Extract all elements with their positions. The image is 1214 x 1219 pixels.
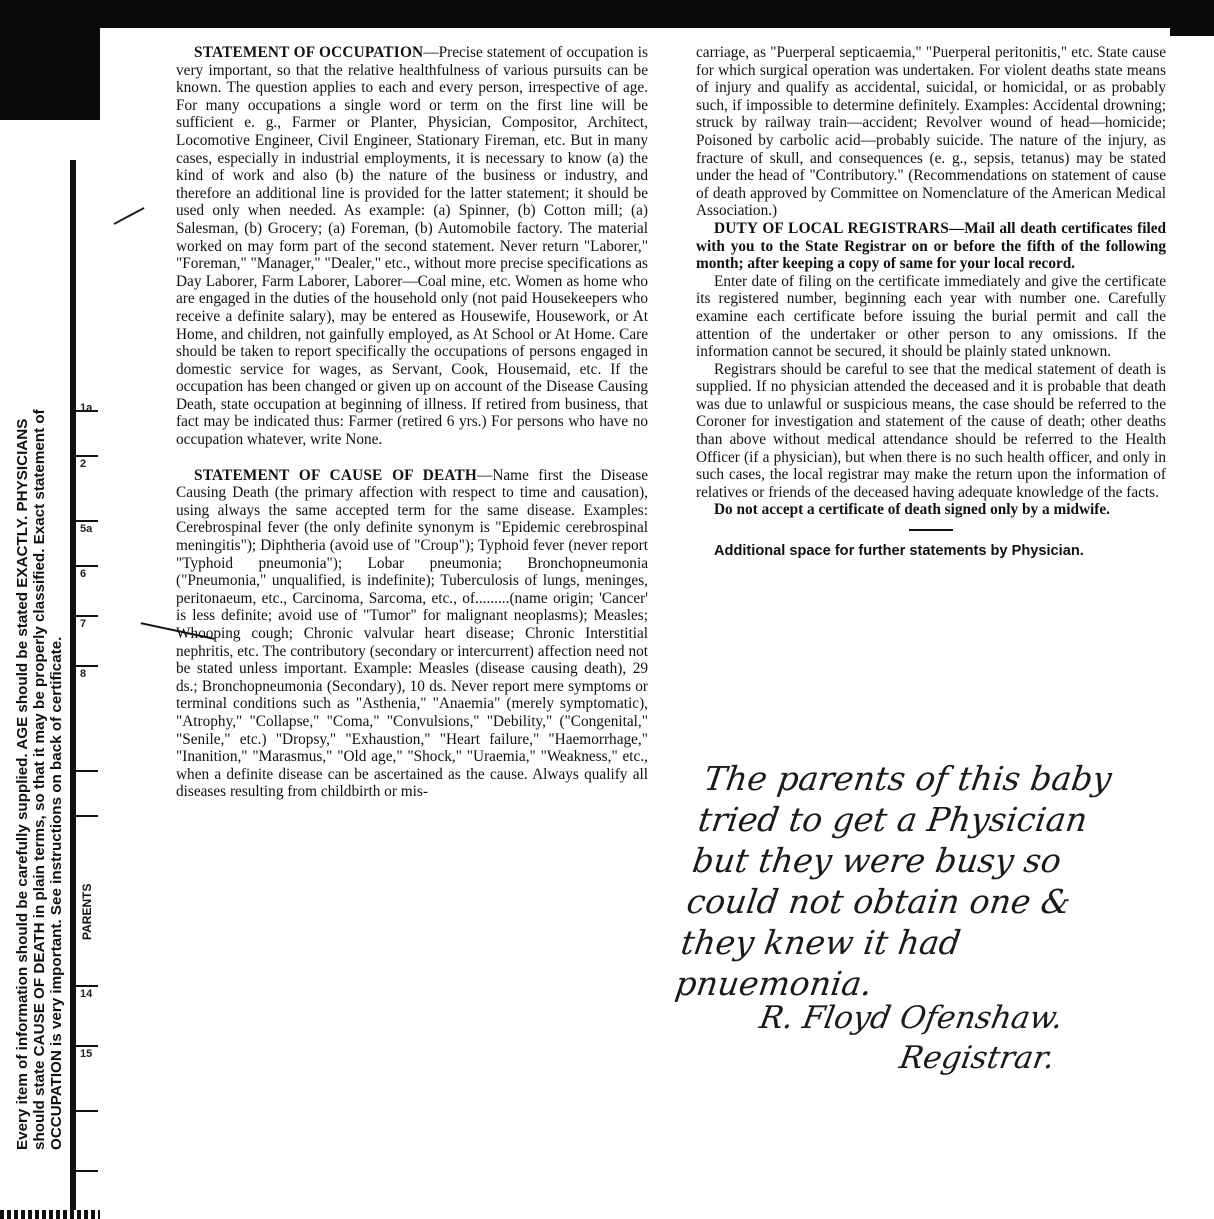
registrar-title: Registrar. [896,1040,1058,1076]
occupation-paragraph [176,44,648,449]
form-edge-rule [70,160,76,1210]
field-number: 14 [80,988,93,1000]
pen-mark [114,207,145,225]
occupation-heading: STATEMENT OF OCCUPATION [194,44,424,61]
perforation-edge [0,1210,100,1219]
handwritten-line: they knew it had [678,923,964,962]
right-column [696,44,1166,561]
occupation-text: —Precise statement of occupation is very important, so that the relative healthfulness of various pursuits can be known. The question applies to each and every person, irrespective of age. For many occupations a single word or term on the first line will be sufficient e. g., Farmer or Planter, Physician, Compositor, Architect, Locomotive Engineer, Civil Engineer, Stationary Fireman, etc. But in many cases, especially in industrial employments, it is necessary to know (a) the kind of work and also (b) the nature of the business or industry, and therefore an additional line is provided for the latter statement; it should be used only when needed. As example: (a) Spinner, (b) Cotton mill; (a) Salesman, (b) Grocery; (a) Foreman, (b) Automobile factory. The material worked on may form part of the second statement. Never return "Laborer," "Foreman," "Manager," "Dealer," etc., without more precise specifications as Day Laborer, Farm Laborer, Laborer—Coal mine, etc. Women as home who are engaged in the duties of the household only (not paid Housekeepers who receive a definite salary), may be entered as Housewife, Housework, or At Home, and children, not gainfully employed, as At School or At Home. Care should be taken to report specifically the occupations of persons engaged in domestic service for wages, as Servant, Cook, Housemaid, etc. If the occupation has been changed or given up on account of the Disease Causing Death, state occupation at beginning of illness. If retired from business, that fact may be indicated thus: Farmer (retired 6 yrs.) For persons who have no occupation whatever, write None. [176,44,648,449]
handwritten-line: but they were busy so [690,841,1064,880]
form-tick [76,815,98,817]
margin-line-1: Every item of information should be carefully supplied. AGE should be stated EXACTLY. PHYSICIANS [14,418,31,1150]
form-tick [76,565,98,567]
duty-heading: DUTY OF LOCAL REGISTRARS [714,219,949,237]
additional-space-label: Additional space for further statements by Physician. [714,543,1084,560]
margin-instructions [14,110,65,1150]
duty-text-2: Enter date of filing on the certificate immediately and give the certificate its registered number, beginning each year with number one. Carefully examine each certificate before issuing the burial permit and call the attention of the undertaker or other person to any omissions. If the information cannot be secured, it should be plainly stated unknown. [696,272,1166,361]
duty-text-1: —Mail all death certificates filed with you to the State Registrar on or before the fifth of the following month; after keeping a copy of same for your local record. [696,219,1166,273]
cause-heading: STATEMENT OF CAUSE OF DEATH [194,466,478,484]
form-tick [76,1045,98,1047]
form-tick [76,770,98,772]
scan-border-top [100,0,1214,28]
parents-label: PARENTS [80,883,94,940]
section-divider [909,529,953,531]
handwritten-line: tried to get a Physician [695,800,1090,839]
scan-border-corner [0,0,100,120]
field-number: 1a [80,402,93,414]
handwritten-line: The parents of this baby [701,759,1115,798]
field-number: 8 [80,668,87,680]
margin-line-2: should state CAUSE OF DEATH in plain terms, so that it may be properly classified. Exact statement of [31,409,48,1150]
cause-paragraph [176,467,648,801]
field-number: 6 [80,568,87,580]
field-number: 5a [80,523,93,535]
duty-text-4: Do not accept a certificate of death signed only by a midwife. [714,501,1110,519]
handwritten-line: pnuemonia. [672,964,875,1003]
cause-text: —Name first the Disease Causing Death (the primary affection with respect to time and causation), using always the same accepted term for the same disease. Examples: Cerebrospinal fever (the only definite synonym is "Epidemic cerebrospinal meningitis"); Diphtheria (avoid use of "Croup"); Typhoid fever (never report "Typhoid pneumonia"); Lobar pneumonia; Bronchopneumonia ("Pneumonia," unqualified, is indefinite); Tuberculosis of lungs, meninges, peritonaeum, etc., Carcinoma, Sarcoma, etc., of.........(name origin; 'Cancer' is less definite; avoid use of "Tumor" for malignant neoplasms); Measles; Whooping cough; Chronic valvular heart disease; Chronic Interstitial nephritis, etc. The contributory (secondary or intercurrent) affection need not be stated unless important. Example: Measles (disease causing death), 29 ds.; Bronchopneumonia (Secondary), 10 ds. Never report mere symptoms or terminal conditions such as "Asthenia," "Anaemia" (merely symptomatic), "Atrophy," "Collapse," "Coma," "Convulsions," "Debility," ("Congenital," "Senile," etc.) "Dropsy," "Exhaustion," "Heart failure," "Haemorrhage," "Inanition," "Marasmus," "Old age," "Shock," "Uraemia," "Weakness," etc., when a definite disease can be ascertained as the cause. Always qualify all diseases resulting from childbirth or mis- [176,466,648,801]
handwritten-statement [673,758,1198,1004]
field-number: 7 [80,618,87,630]
registrar-signature: R. Floyd Ofenshaw. [756,1000,1066,1036]
field-number: 15 [80,1048,93,1060]
handwritten-line: could not obtain one & [684,882,1074,921]
duty-paragraph [696,220,1166,273]
duty-text-3: Registrars should be careful to see that the medical statement of death is supplied. If no physician attended the deceased and it is probable that death was due to unlawful or suspicious means, the case should be referred to the Coroner for investigation and statement of the cause of death; other deaths than above without medical attendance should be referred to the Health Officer (if a physician), but when there is no such health officer, and only in such cases, the local registrar may make the return upon the information of relatives or friends of the deceased having adequate knowledge of the facts. [696,360,1166,501]
form-tick [76,1170,98,1172]
cause-continued-text: carriage, as "Puerperal septicaemia," "Puerperal peritonitis," etc. State cause for which surgical operation was undertaken. For violent deaths state means of injury and qualify as accidental, suicidal, or homicidal, or as probably such, if impossible to determine definitely. Examples: Accidental drowning; struck by railway train—accident; Revolver wound of head—homicide; Poisoned by carbolic acid—probably suicide. The nature of the injury, as fracture of skull, and consequences (e. g., sepsis, tetanus) may be stated under the head of "Contributory." (Recommendations on statement of cause of death approved by Committee on Nomenclature of the American Medical Association.) [696,44,1166,220]
field-number: 2 [80,458,87,470]
form-tick [76,1110,98,1112]
form-tick [76,615,98,617]
form-tick [76,985,98,987]
scan-border-top-right [1170,28,1214,36]
left-column [176,44,648,801]
form-tick [76,520,98,522]
form-tick [76,455,98,457]
margin-line-3: OCCUPATION is very important. See instructions on back of certificate. [48,636,65,1150]
form-tick [76,665,98,667]
